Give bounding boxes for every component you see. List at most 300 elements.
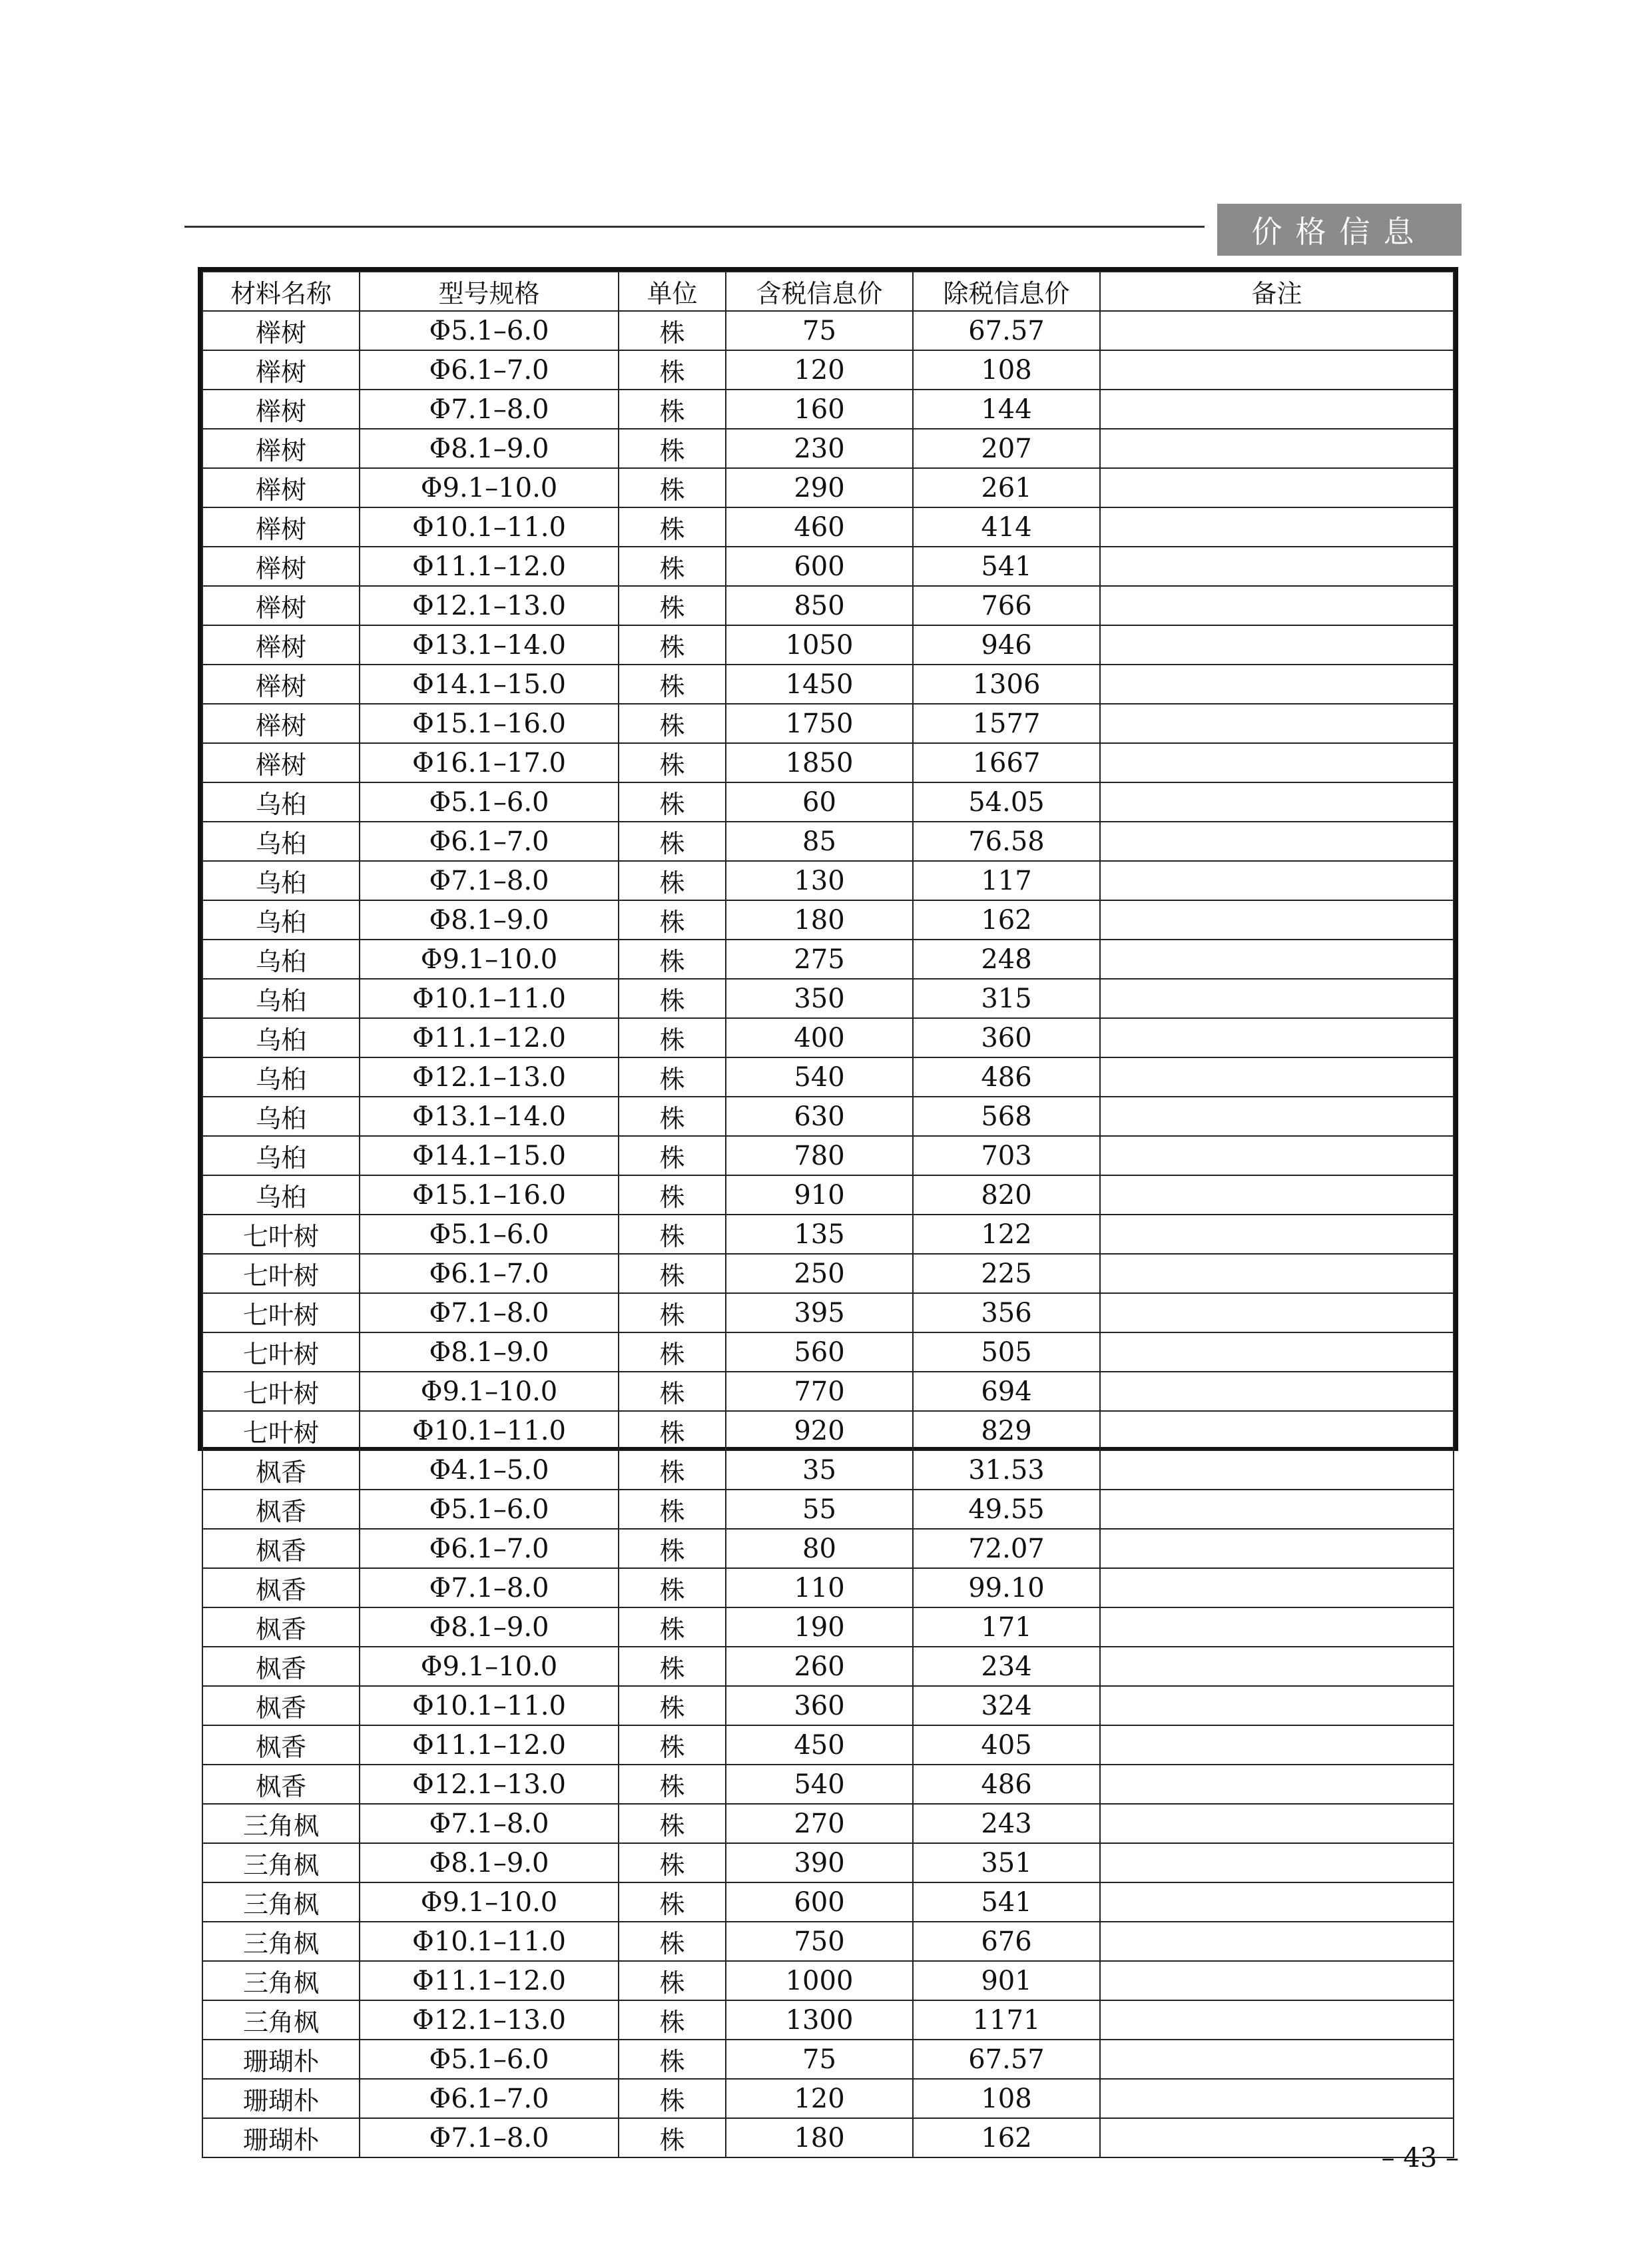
specification-cell: Φ5.1–6.0 [360,782,619,822]
price-excl-tax-cell: 324 [913,1686,1100,1725]
unit-cell: 株 [619,1607,726,1647]
remarks-cell [1100,1804,1454,1843]
price-incl-tax-cell: 1450 [726,665,913,704]
price-incl-tax-cell: 770 [726,1372,913,1411]
material-name-cell: 七叶树 [202,1332,360,1372]
material-name-cell: 乌桕 [202,1018,360,1057]
price-excl-tax-cell: 31.53 [913,1450,1100,1490]
unit-cell: 株 [619,1686,726,1725]
price-incl-tax-cell: 460 [726,507,913,547]
material-name-cell: 三角枫 [202,1922,360,1961]
specification-cell: Φ8.1–9.0 [360,1843,619,1882]
column-header-remarks: 备注 [1100,272,1454,311]
price-incl-tax-cell: 110 [726,1568,913,1607]
price-incl-tax-cell: 600 [726,1882,913,1922]
remarks-cell [1100,1529,1454,1568]
table-row [202,1568,1454,1607]
price-excl-tax-cell: 122 [913,1215,1100,1254]
remarks-cell [1100,2079,1454,2118]
specification-cell: Φ9.1–10.0 [360,1647,619,1686]
unit-cell: 株 [619,429,726,468]
remarks-cell [1100,743,1454,782]
price-excl-tax-cell: 829 [913,1411,1100,1450]
remarks-cell [1100,1215,1454,1254]
table-row [202,468,1454,507]
specification-cell: Φ14.1–15.0 [360,665,619,704]
price-incl-tax-cell: 910 [726,1175,913,1215]
remarks-cell [1100,900,1454,940]
material-name-cell: 乌桕 [202,979,360,1018]
specification-cell: Φ14.1–15.0 [360,1136,619,1175]
table-row [202,2118,1454,2157]
price-excl-tax-cell: 108 [913,350,1100,390]
specification-cell: Φ10.1–11.0 [360,1686,619,1725]
remarks-cell [1100,1372,1454,1411]
unit-cell: 株 [619,586,726,625]
column-header-unit: 单位 [619,272,726,311]
price-incl-tax-cell: 290 [726,468,913,507]
remarks-cell [1100,1057,1454,1097]
remarks-cell [1100,429,1454,468]
unit-cell: 株 [619,979,726,1018]
unit-cell: 株 [619,1490,726,1529]
price-excl-tax-cell: 676 [913,1922,1100,1961]
material-name-cell: 乌桕 [202,1175,360,1215]
price-excl-tax-cell: 248 [913,940,1100,979]
table-row [202,2079,1454,2118]
table-row [202,1961,1454,2000]
price-excl-tax-cell: 207 [913,429,1100,468]
unit-cell: 株 [619,1529,726,1568]
table-row [202,1922,1454,1961]
specification-cell: Φ8.1–9.0 [360,900,619,940]
unit-cell: 株 [619,311,726,350]
unit-cell: 株 [619,1293,726,1332]
table-row [202,1372,1454,1411]
remarks-cell [1100,1882,1454,1922]
section-title: 价格信息 [1217,204,1462,256]
specification-cell: Φ16.1–17.0 [360,743,619,782]
material-name-cell: 榉树 [202,350,360,390]
price-excl-tax-cell: 261 [913,468,1100,507]
price-incl-tax-cell: 180 [726,900,913,940]
price-incl-tax-cell: 180 [726,2118,913,2157]
price-excl-tax-cell: 49.55 [913,1490,1100,1529]
price-excl-tax-cell: 1577 [913,704,1100,743]
unit-cell: 株 [619,1765,726,1804]
specification-cell: Φ6.1–7.0 [360,350,619,390]
unit-cell: 株 [619,1725,726,1765]
price-incl-tax-cell: 360 [726,1686,913,1725]
material-name-cell: 榉树 [202,507,360,547]
specification-cell: Φ10.1–11.0 [360,1922,619,1961]
remarks-cell [1100,940,1454,979]
remarks-cell [1100,861,1454,900]
price-excl-tax-cell: 67.57 [913,2040,1100,2079]
unit-cell: 株 [619,1018,726,1057]
price-excl-tax-cell: 414 [913,507,1100,547]
material-name-cell: 七叶树 [202,1215,360,1254]
material-name-cell: 乌桕 [202,861,360,900]
specification-cell: Φ10.1–11.0 [360,979,619,1018]
price-excl-tax-cell: 946 [913,625,1100,665]
table-row [202,1057,1454,1097]
price-incl-tax-cell: 1300 [726,2000,913,2040]
remarks-cell [1100,1765,1454,1804]
material-name-cell: 榉树 [202,743,360,782]
price-excl-tax-cell: 171 [913,1607,1100,1647]
price-incl-tax-cell: 780 [726,1136,913,1175]
specification-cell: Φ5.1–6.0 [360,2040,619,2079]
material-name-cell: 三角枫 [202,1843,360,1882]
specification-cell: Φ6.1–7.0 [360,822,619,861]
specification-cell: Φ6.1–7.0 [360,1254,619,1293]
unit-cell: 株 [619,665,726,704]
unit-cell: 株 [619,1097,726,1136]
price-incl-tax-cell: 1000 [726,1961,913,2000]
specification-cell: Φ12.1–13.0 [360,586,619,625]
unit-cell: 株 [619,2000,726,2040]
remarks-cell [1100,390,1454,429]
price-excl-tax-cell: 99.10 [913,1568,1100,1607]
material-name-cell: 枫香 [202,1450,360,1490]
unit-cell: 株 [619,468,726,507]
material-name-cell: 枫香 [202,1607,360,1647]
unit-cell: 株 [619,1450,726,1490]
table-row [202,2040,1454,2079]
price-incl-tax-cell: 395 [726,1293,913,1332]
remarks-cell [1100,1097,1454,1136]
price-incl-tax-cell: 850 [726,586,913,625]
specification-cell: Φ13.1–14.0 [360,1097,619,1136]
material-name-cell: 珊瑚朴 [202,2079,360,2118]
specification-cell: Φ9.1–10.0 [360,940,619,979]
specification-cell: Φ12.1–13.0 [360,1057,619,1097]
column-header-material-name: 材料名称 [202,272,360,311]
table-row [202,1411,1454,1450]
unit-cell: 株 [619,507,726,547]
table-row [202,429,1454,468]
remarks-cell [1100,1411,1454,1450]
table-row [202,900,1454,940]
price-excl-tax-cell: 694 [913,1372,1100,1411]
unit-cell: 株 [619,1372,726,1411]
price-incl-tax-cell: 630 [726,1097,913,1136]
table-body [202,311,1454,2157]
price-excl-tax-cell: 356 [913,1293,1100,1332]
remarks-cell [1100,586,1454,625]
price-table-container [198,267,1458,2155]
remarks-cell [1100,507,1454,547]
material-name-cell: 枫香 [202,1529,360,1568]
specification-cell: Φ11.1–12.0 [360,1961,619,2000]
unit-cell: 株 [619,1961,726,2000]
table-row [202,311,1454,350]
price-incl-tax-cell: 120 [726,350,913,390]
table-row [202,861,1454,900]
material-name-cell: 枫香 [202,1765,360,1804]
price-incl-tax-cell: 135 [726,1215,913,1254]
remarks-cell [1100,1961,1454,2000]
table-row [202,586,1454,625]
remarks-cell [1100,1254,1454,1293]
price-incl-tax-cell: 600 [726,547,913,586]
unit-cell: 株 [619,1254,726,1293]
price-excl-tax-cell: 405 [913,1725,1100,1765]
price-incl-tax-cell: 35 [726,1450,913,1490]
unit-cell: 株 [619,940,726,979]
remarks-cell [1100,1332,1454,1372]
unit-cell: 株 [619,822,726,861]
table-row [202,1843,1454,1882]
price-incl-tax-cell: 920 [726,1411,913,1450]
table-row [202,1097,1454,1136]
price-incl-tax-cell: 60 [726,782,913,822]
table-row [202,1136,1454,1175]
price-excl-tax-cell: 820 [913,1175,1100,1215]
price-excl-tax-cell: 54.05 [913,782,1100,822]
price-incl-tax-cell: 75 [726,311,913,350]
material-name-cell: 枫香 [202,1490,360,1529]
table-row [202,1725,1454,1765]
remarks-cell [1100,1843,1454,1882]
price-excl-tax-cell: 76.58 [913,822,1100,861]
table-row [202,390,1454,429]
material-name-cell: 乌桕 [202,900,360,940]
price-excl-tax-cell: 108 [913,2079,1100,2118]
material-name-cell: 三角枫 [202,1961,360,2000]
price-excl-tax-cell: 162 [913,900,1100,940]
price-incl-tax-cell: 80 [726,1529,913,1568]
specification-cell: Φ9.1–10.0 [360,1882,619,1922]
unit-cell: 株 [619,1136,726,1175]
price-excl-tax-cell: 144 [913,390,1100,429]
price-incl-tax-cell: 390 [726,1843,913,1882]
unit-cell: 株 [619,861,726,900]
unit-cell: 株 [619,743,726,782]
unit-cell: 株 [619,547,726,586]
specification-cell: Φ12.1–13.0 [360,1765,619,1804]
remarks-cell [1100,979,1454,1018]
specification-cell: Φ12.1–13.0 [360,2000,619,2040]
price-excl-tax-cell: 360 [913,1018,1100,1057]
remarks-cell [1100,1293,1454,1332]
unit-cell: 株 [619,350,726,390]
material-name-cell: 珊瑚朴 [202,2040,360,2079]
material-name-cell: 乌桕 [202,1097,360,1136]
material-name-cell: 乌桕 [202,782,360,822]
specification-cell: Φ11.1–12.0 [360,1725,619,1765]
price-incl-tax-cell: 560 [726,1332,913,1372]
table-row [202,782,1454,822]
material-name-cell: 七叶树 [202,1372,360,1411]
table-row [202,1450,1454,1490]
material-name-cell: 乌桕 [202,822,360,861]
remarks-cell [1100,350,1454,390]
price-incl-tax-cell: 400 [726,1018,913,1057]
specification-cell: Φ4.1–5.0 [360,1450,619,1490]
specification-cell: Φ5.1–6.0 [360,1490,619,1529]
remarks-cell [1100,1450,1454,1490]
table-row [202,1882,1454,1922]
table-row [202,979,1454,1018]
price-incl-tax-cell: 275 [726,940,913,979]
unit-cell: 株 [619,1057,726,1097]
unit-cell: 株 [619,1647,726,1686]
remarks-cell [1100,1136,1454,1175]
remarks-cell [1100,311,1454,350]
material-name-cell: 乌桕 [202,940,360,979]
material-name-cell: 三角枫 [202,1882,360,1922]
remarks-cell [1100,665,1454,704]
specification-cell: Φ15.1–16.0 [360,704,619,743]
table-row [202,1490,1454,1529]
table-row [202,1175,1454,1215]
specification-cell: Φ7.1–8.0 [360,1293,619,1332]
unit-cell: 株 [619,625,726,665]
unit-cell: 株 [619,1922,726,1961]
table-row [202,1804,1454,1843]
unit-cell: 株 [619,390,726,429]
material-name-cell: 乌桕 [202,1057,360,1097]
specification-cell: Φ9.1–10.0 [360,468,619,507]
price-incl-tax-cell: 1850 [726,743,913,782]
table-row [202,743,1454,782]
unit-cell: 株 [619,782,726,822]
unit-cell: 株 [619,1843,726,1882]
table-row [202,1529,1454,1568]
material-name-cell: 三角枫 [202,2000,360,2040]
specification-cell: Φ8.1–9.0 [360,1607,619,1647]
column-header-price-incl-tax: 含税信息价 [726,272,913,311]
specification-cell: Φ7.1–8.0 [360,390,619,429]
remarks-cell [1100,822,1454,861]
remarks-cell [1100,1607,1454,1647]
material-name-cell: 七叶树 [202,1254,360,1293]
remarks-cell [1100,1175,1454,1215]
price-excl-tax-cell: 1171 [913,2000,1100,2040]
price-excl-tax-cell: 766 [913,586,1100,625]
table-row [202,704,1454,743]
table-row [202,350,1454,390]
price-incl-tax-cell: 85 [726,822,913,861]
material-name-cell: 榉树 [202,586,360,625]
price-excl-tax-cell: 117 [913,861,1100,900]
material-name-cell: 榉树 [202,311,360,350]
material-name-cell: 珊瑚朴 [202,2118,360,2157]
material-name-cell: 榉树 [202,547,360,586]
material-name-cell: 榉树 [202,468,360,507]
specification-cell: Φ7.1–8.0 [360,1568,619,1607]
header-rule [184,226,1205,228]
specification-cell: Φ7.1–8.0 [360,861,619,900]
unit-cell: 株 [619,2040,726,2079]
price-incl-tax-cell: 350 [726,979,913,1018]
price-incl-tax-cell: 1050 [726,625,913,665]
specification-cell: Φ9.1–10.0 [360,1372,619,1411]
material-name-cell: 榉树 [202,625,360,665]
material-name-cell: 榉树 [202,390,360,429]
price-table [202,271,1454,2158]
price-excl-tax-cell: 1306 [913,665,1100,704]
unit-cell: 株 [619,2118,726,2157]
remarks-cell [1100,1568,1454,1607]
price-incl-tax-cell: 270 [726,1804,913,1843]
remarks-cell [1100,1647,1454,1686]
table-row [202,1332,1454,1372]
table-row [202,940,1454,979]
price-incl-tax-cell: 130 [726,861,913,900]
price-excl-tax-cell: 541 [913,547,1100,586]
unit-cell: 株 [619,2079,726,2118]
table-row [202,625,1454,665]
price-excl-tax-cell: 901 [913,1961,1100,2000]
table-row [202,2000,1454,2040]
specification-cell: Φ11.1–12.0 [360,1018,619,1057]
table-row [202,1293,1454,1332]
material-name-cell: 七叶树 [202,1411,360,1450]
price-incl-tax-cell: 450 [726,1725,913,1765]
price-incl-tax-cell: 120 [726,2079,913,2118]
unit-cell: 株 [619,900,726,940]
price-excl-tax-cell: 72.07 [913,1529,1100,1568]
price-incl-tax-cell: 750 [726,1922,913,1961]
price-incl-tax-cell: 55 [726,1490,913,1529]
table-row [202,1254,1454,1293]
material-name-cell: 枫香 [202,1568,360,1607]
table-row [202,1647,1454,1686]
unit-cell: 株 [619,1175,726,1215]
price-incl-tax-cell: 540 [726,1765,913,1804]
remarks-cell [1100,1018,1454,1057]
price-incl-tax-cell: 230 [726,429,913,468]
price-excl-tax-cell: 234 [913,1647,1100,1686]
remarks-cell [1100,1490,1454,1529]
price-incl-tax-cell: 250 [726,1254,913,1293]
specification-cell: Φ7.1–8.0 [360,1804,619,1843]
table-row [202,547,1454,586]
price-excl-tax-cell: 568 [913,1097,1100,1136]
table-row [202,665,1454,704]
column-header-specification: 型号规格 [360,272,619,311]
unit-cell: 株 [619,1411,726,1450]
price-incl-tax-cell: 75 [726,2040,913,2079]
remarks-cell [1100,704,1454,743]
material-name-cell: 枫香 [202,1725,360,1765]
unit-cell: 株 [619,1332,726,1372]
price-excl-tax-cell: 1667 [913,743,1100,782]
price-incl-tax-cell: 260 [726,1647,913,1686]
material-name-cell: 榉树 [202,704,360,743]
remarks-cell [1100,782,1454,822]
material-name-cell: 七叶树 [202,1293,360,1332]
unit-cell: 株 [619,1804,726,1843]
price-incl-tax-cell: 190 [726,1607,913,1647]
remarks-cell [1100,547,1454,586]
price-excl-tax-cell: 505 [913,1332,1100,1372]
remarks-cell [1100,2000,1454,2040]
material-name-cell: 榉树 [202,429,360,468]
column-header-price-excl-tax: 除税信息价 [913,272,1100,311]
remarks-cell [1100,625,1454,665]
unit-cell: 株 [619,704,726,743]
table-row [202,1607,1454,1647]
remarks-cell [1100,1922,1454,1961]
table-row [202,822,1454,861]
unit-cell: 株 [619,1215,726,1254]
specification-cell: Φ13.1–14.0 [360,625,619,665]
price-excl-tax-cell: 162 [913,2118,1100,2157]
